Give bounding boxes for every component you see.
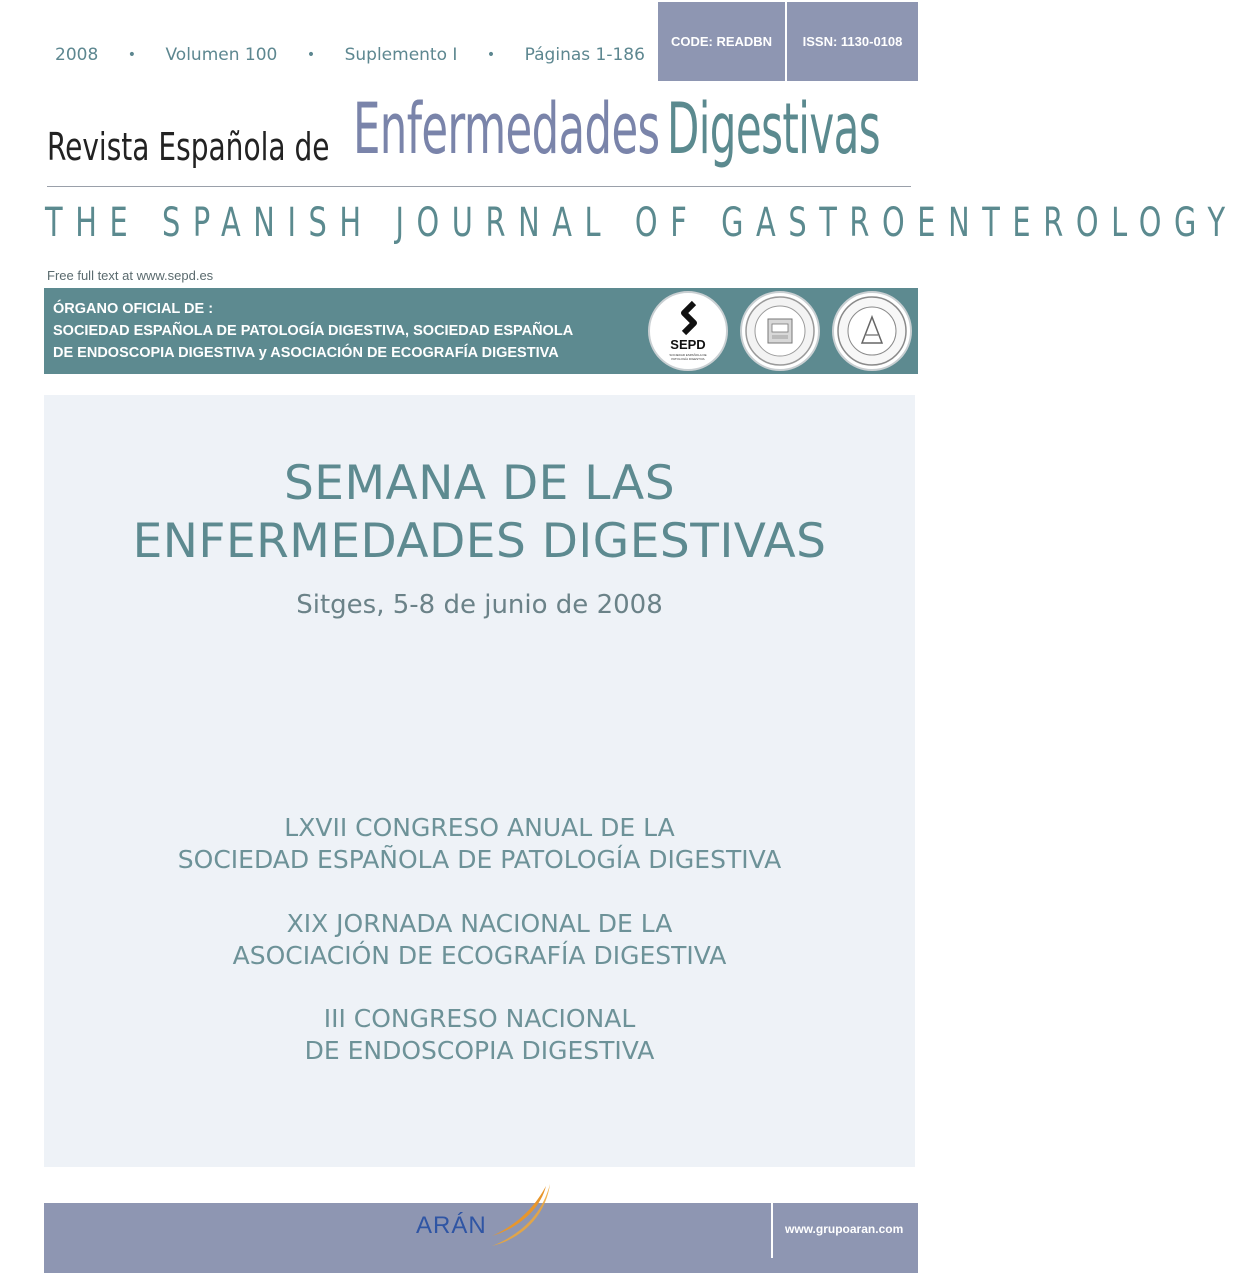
congress-line: DE ENDOSCOPIA DIGESTIVA: [304, 1036, 655, 1065]
echography-seal-icon: [834, 293, 910, 369]
event-place-date: Sitges, 5-8 de junio de 2008: [296, 590, 663, 620]
official-organ-heading: ÓRGANO OFICIAL DE :: [53, 301, 214, 317]
meta-separator: •: [306, 47, 316, 63]
echography-association-seal: [832, 291, 912, 371]
journal-subtitle: THE SPANISH JOURNAL OF GASTROENTEROLOGY: [45, 200, 1238, 246]
congress-line: III CONGRESO NACIONAL: [323, 1004, 636, 1033]
official-organ-line: SOCIEDAD ESPAÑOLA DE PATOLOGÍA DIGESTIVA, SOCIEDAD ESPAÑOLA: [53, 323, 574, 339]
journal-code: CODE: READBN: [670, 34, 773, 49]
event-title-line: SEMANA DE LAS: [283, 456, 676, 511]
issue-meta: [55, 42, 645, 68]
free-text-link[interactable]: Free full text at www.sepd.es: [47, 268, 214, 283]
event-title-line: ENFERMEDADES DIGESTIVAS: [132, 514, 827, 569]
meta-separator: •: [127, 47, 137, 63]
congress-line: LXVII CONGRESO ANUAL DE LA: [284, 813, 675, 842]
issn-box: [787, 2, 918, 81]
code-box: [658, 2, 785, 81]
journal-issn: ISSN: 1130-0108: [802, 34, 903, 49]
official-organ-line: DE ENDOSCOPIA DIGESTIVA y ASOCIACIÓN DE ECOGRAFÍA DIGESTIVA: [53, 345, 559, 361]
issue-pages: Páginas 1-186: [524, 45, 645, 65]
journal-title-word-2: Digestivas: [667, 88, 881, 170]
congress-block: [44, 812, 915, 876]
publisher-name: ARÁN: [416, 1212, 487, 1239]
issue-year: 2008: [55, 45, 99, 65]
sepd-label: SEPD: [670, 337, 706, 352]
title-divider: [47, 186, 911, 187]
publisher-url-link[interactable]: www.grupoaran.com: [785, 1222, 904, 1236]
sepd-sublabel: SOCIEDAD ESPAÑOLA DE PATOLOGÍA DIGESTIVA: [669, 353, 707, 361]
meta-separator: •: [486, 47, 496, 63]
congress-line: XIX JORNADA NACIONAL DE LA: [286, 909, 673, 938]
event-title: [44, 455, 915, 571]
congress-block: [44, 908, 915, 972]
congress-block: [44, 1003, 915, 1067]
footer-divider: [771, 1203, 773, 1258]
endoscopy-society-seal: [740, 291, 820, 371]
journal-title: [47, 88, 917, 184]
issue-volume: Volumen 100: [165, 45, 278, 65]
sepd-logo: [648, 291, 728, 371]
issue-supplement: Suplemento I: [344, 45, 458, 65]
endoscopy-seal-icon: [742, 293, 818, 369]
official-organ-text: [53, 298, 613, 364]
congress-line: ASOCIACIÓN DE ECOGRAFÍA DIGESTIVA: [232, 941, 727, 970]
congress-line: SOCIEDAD ESPAÑOLA DE PATOLOGÍA DIGESTIVA: [177, 845, 782, 874]
aran-publisher-logo: [400, 1180, 560, 1260]
journal-title-word-1: Enfermedades: [353, 88, 660, 170]
journal-title-prefix: Revista Española de: [47, 125, 330, 169]
